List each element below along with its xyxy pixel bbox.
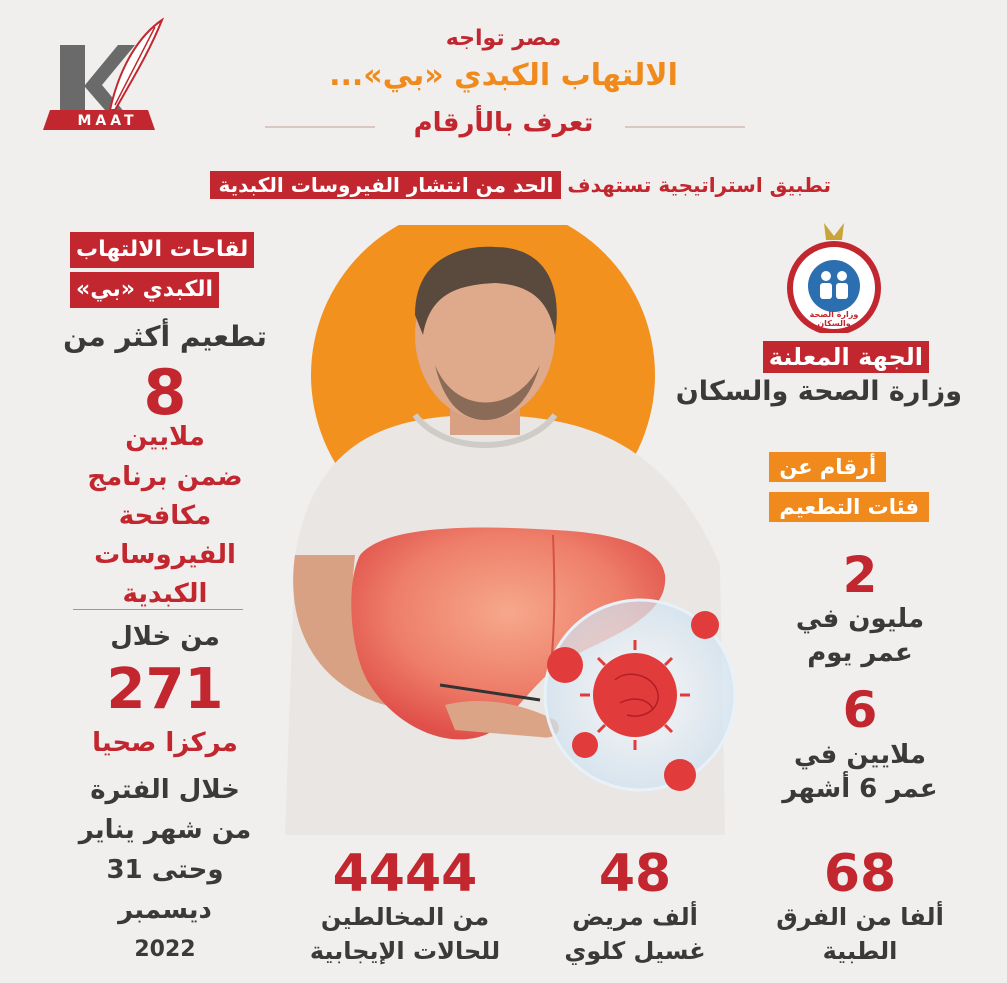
logo-text: MAAT [77, 113, 138, 129]
header-line-2: الالتهاب الكبدي «بي»... [329, 58, 678, 93]
stats-title [769, 452, 929, 522]
program-desc-line-1: ضمن برنامج [87, 462, 243, 492]
millions-label: ملايين [125, 422, 205, 452]
stat2-line-1: ملايين في [794, 740, 926, 770]
vaccine-title-line-1: لقاحات الالتهاب [70, 232, 254, 268]
bottom-stat-2-number: 48 [598, 844, 672, 904]
stat2-number: 6 [842, 681, 878, 739]
stat1-number: 2 [842, 546, 878, 604]
program-desc-line-3: الفيروسات [94, 540, 236, 570]
left-divider [73, 609, 243, 610]
bottom-stat-1-number: 68 [823, 844, 897, 904]
centers-number: 271 [106, 657, 224, 722]
bottom-stat-dialysis [550, 844, 720, 968]
bottom-stat-3-line-1: من المخالطين [320, 903, 490, 931]
period-line-4: 2022 [134, 937, 196, 962]
program-description [60, 458, 270, 614]
vaccine-title [70, 232, 258, 308]
ministry-seal-text: وزارة الصحة والسكان [809, 310, 859, 328]
strategy-line [210, 171, 831, 199]
authority-name: وزارة الصحة والسكان [675, 376, 962, 407]
period-text [60, 770, 270, 970]
bottom-stat-1-line-1: ألفا من الفرق [776, 903, 944, 931]
stats-title-line-1: أرقام عن [769, 452, 886, 482]
bottom-stat-medical-teams [775, 844, 945, 968]
header-line-3: تعرف بالأرقام [413, 108, 594, 138]
stat1-text [780, 602, 940, 670]
vaccinated-number: 8 [143, 356, 187, 429]
strategy-prefix: تطبيق استراتيجية تستهدف [567, 173, 831, 197]
centers-label: مركزا صحيا [92, 728, 238, 758]
bottom-stat-2-line-1: ألف مريض [572, 903, 698, 931]
program-desc-line-4: الكبدية [122, 579, 208, 609]
vaccinate-text: تطعيم أكثر من [63, 320, 267, 353]
bottom-stat-3-line-2: للحالات الإيجابية [309, 937, 501, 965]
header-line-1: مصر تواجه [445, 26, 562, 51]
period-line-1: خلال الفترة [90, 775, 240, 805]
through-label: من خلال [110, 622, 220, 652]
bottom-stat-1-line-2: الطبية [822, 937, 898, 965]
stat2-line-2: عمر 6 أشهر [782, 774, 938, 804]
authority-label-text: الجهة المعلنة [763, 341, 929, 373]
vaccine-title-line-2: الكبدي «بي» [70, 272, 219, 308]
man-liver-virus-illustration [255, 225, 735, 835]
period-line-2: من شهر يناير [78, 815, 252, 845]
authority-label [763, 341, 929, 373]
bottom-stat-2-line-2: غسيل كلوي [564, 937, 706, 965]
period-line-3: وحتى 31 ديسمبر [106, 855, 224, 925]
central-illustration [255, 225, 735, 835]
bottom-stat-contacts [300, 844, 510, 968]
ministry-seal [784, 218, 884, 333]
stat1-line-2: عمر يوم [807, 638, 913, 668]
stat1-line-1: مليون في [795, 604, 925, 634]
program-desc-line-2: مكافحة [118, 501, 212, 531]
strategy-highlight: الحد من انتشار الفيروسات الكبدية [210, 171, 561, 199]
bottom-stat-3-number: 4444 [332, 844, 478, 904]
stats-title-line-2: فئات التطعيم [769, 492, 929, 522]
stat2-text [775, 738, 945, 806]
